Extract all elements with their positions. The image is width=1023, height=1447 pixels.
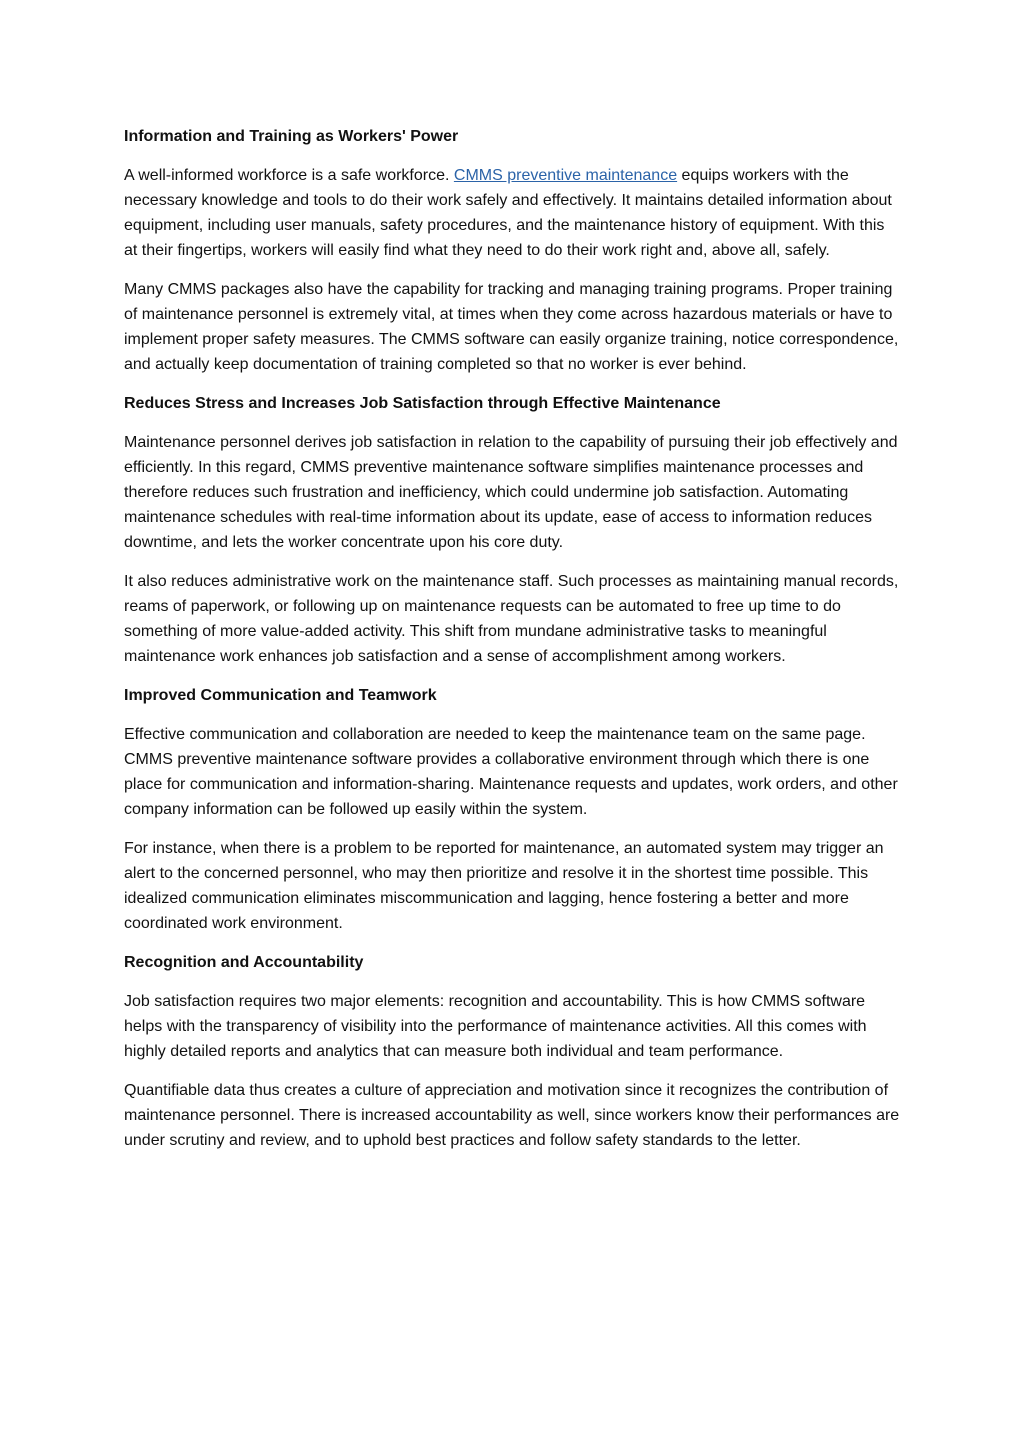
document-page <box>124 124 900 1167</box>
paragraph-text: A well-informed workforce is a safe workforce. <box>124 167 454 184</box>
cmms-preventive-maintenance-link[interactable]: CMMS preventive maintenance <box>453 167 678 184</box>
paragraph <box>124 163 900 263</box>
paragraph: Maintenance personnel derives job satisfaction in relation to the capability of pursuing their job effectively and efficiently. In this regard, CMMS preventive maintenance software simplifies maintenance processes and therefore reduces such frustration and inefficiency, which could undermine job satisfaction. Automating maintenance schedules with real-time information about its update, ease of access to information reduces downtime, and lets the worker concentrate upon his core duty. <box>124 434 898 551</box>
section-heading: Information and Training as Workers' Power <box>124 128 459 145</box>
section-heading: Recognition and Accountability <box>124 954 364 971</box>
section-heading: Improved Communication and Teamwork <box>124 687 437 704</box>
paragraph: Effective communication and collaboration are needed to keep the maintenance team on the same page. CMMS preventive maintenance software provides a collaborative environment through which there is one place for communication and information-sharing. Maintenance requests and updates, work orders, and other company information can be followed up easily within the system. <box>124 726 898 818</box>
paragraph: Job satisfaction requires two major elements: recognition and accountability. This is how CMMS software helps with the transparency of visibility into the performance of maintenance activities. All this comes with highly detailed reports and analytics that can measure both individual and team performance. <box>124 993 867 1060</box>
paragraph: For instance, when there is a problem to be reported for maintenance, an automated system may trigger an alert to the concerned personnel, who may then prioritize and resolve it in the shortest time possible. This idealized communication eliminates miscommunication and lagging, hence fostering a better and more coordinated work environment. <box>124 840 884 932</box>
paragraph: Many CMMS packages also have the capability for tracking and managing training programs. Proper training of maintenance personnel is extremely vital, at times when they come across hazardous materials or have to implement proper safety measures. The CMMS software can easily organize training, notice correspondence, and actually keep documentation of training completed so that no worker is ever behind. <box>124 281 899 373</box>
paragraph: Quantifiable data thus creates a culture of appreciation and motivation since it recognizes the contribution of maintenance personnel. There is increased accountability as well, since workers know their performances are under scrutiny and review, and to uphold best practices and follow safety standards to the letter. <box>124 1082 900 1149</box>
paragraph: It also reduces administrative work on the maintenance staff. Such processes as maintaining manual records, reams of paperwork, or following up on maintenance requests can be automated to free up time to do something of more value-added activity. This shift from mundane administrative tasks to meaningful maintenance work enhances job satisfaction and a sense of accomplishment among workers. <box>124 573 899 665</box>
section-heading: Reduces Stress and Increases Job Satisfaction through Effective Maintenance <box>124 395 721 412</box>
paragraph-text: equips workers with the necessary knowledge and tools to do their work safely and effectively. It maintains detailed information about equipment, including user manuals, safety procedures, and the maintenance history of equipment. With this at their fingertips, workers will easily find what they need to do their work right and, above all, safely. <box>124 167 892 259</box>
